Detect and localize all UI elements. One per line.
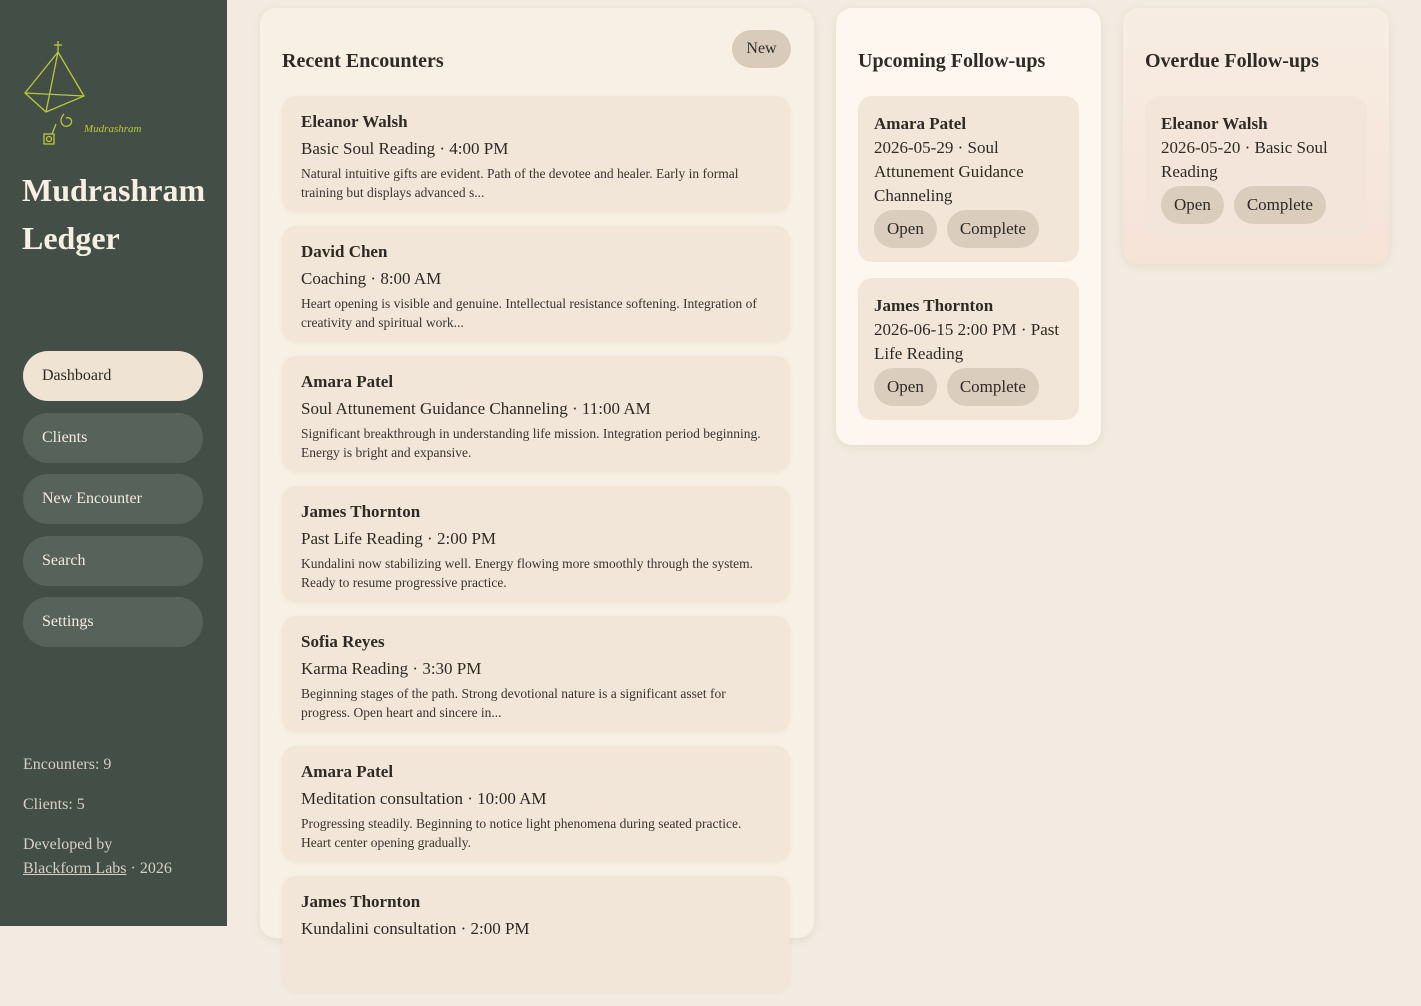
followup-card: [1145, 96, 1367, 238]
app-title: Mudrashram Ledger: [22, 172, 206, 256]
encounter-note: Heart opening is visible and genuine. Intellectual resistance softening. Integration of creativity and spiritual work...: [301, 296, 757, 330]
encounter-client-name: Sofia Reyes: [301, 632, 385, 651]
credit-line: [23, 857, 223, 881]
clients-count: Clients: 5: [23, 796, 85, 813]
encounter-note: Significant breakthrough in understanding life mission. Integration period beginning. Energy is bright and expansive.: [301, 426, 761, 460]
credit-year: · 2026: [126, 860, 172, 877]
sidebar: [0, 0, 227, 926]
encounter-client-name: David Chen: [301, 242, 388, 261]
recent-encounters-title: Recent Encounters: [282, 50, 444, 72]
open-button[interactable]: Open: [1161, 186, 1224, 224]
nav-dashboard[interactable]: Dashboard: [23, 351, 203, 401]
developed-by-label: Developed by: [23, 836, 113, 853]
encounter-card[interactable]: [282, 356, 790, 472]
encounter-list: [282, 96, 790, 1006]
nav-new-encounter[interactable]: New Encounter: [23, 474, 203, 524]
new-encounter-button[interactable]: New: [732, 30, 791, 68]
encounter-note: Progressing steadily. Beginning to notice light phenomena during seated practice. Heart center opening gradually.: [301, 816, 742, 850]
developer-link[interactable]: Blackform Labs: [23, 860, 127, 877]
encounter-type-time: Meditation consultation · 10:00 AM: [301, 789, 547, 808]
encounter-type-time: Kundalini consultation · 2:00 PM: [301, 919, 530, 938]
encounter-client-name: Eleanor Walsh: [301, 112, 408, 131]
encounter-card[interactable]: [282, 746, 790, 862]
complete-button[interactable]: Complete: [947, 210, 1039, 248]
open-button[interactable]: Open: [874, 368, 937, 406]
encounter-note: Natural intuitive gifts are evident. Path of the devotee and healer. Early in formal training but displays advanced s...: [301, 166, 739, 200]
encounter-type-time: Basic Soul Reading · 4:00 PM: [301, 139, 509, 158]
upcoming-followup-list: [858, 96, 1079, 436]
encounter-client-name: Amara Patel: [301, 372, 394, 391]
followup-actions: [1161, 186, 1351, 238]
encounter-type-time: Coaching · 8:00 AM: [301, 269, 442, 288]
encounter-type-time: Past Life Reading · 2:00 PM: [301, 529, 497, 548]
encounters-count: Encounters: 9: [23, 756, 112, 773]
sidebar-nav: [23, 351, 203, 659]
nav-clients[interactable]: Clients: [23, 413, 203, 463]
overdue-followups-title: Overdue Follow-ups: [1145, 50, 1319, 72]
encounter-card[interactable]: [282, 616, 790, 732]
followup-client-name: James Thornton: [874, 296, 994, 315]
overdue-followup-list: [1145, 96, 1367, 254]
recent-encounters-panel: [260, 8, 814, 938]
followup-detail: 2026-05-29 · Soul Attunement Guidance Channeling: [874, 138, 1024, 205]
followup-client-name: Amara Patel: [874, 114, 967, 133]
encounter-note: Beginning stages of the path. Strong devotional nature is a significant asset for progress. Open heart and sincere in...: [301, 686, 726, 720]
mudrashram-logo-icon[interactable]: [22, 38, 174, 148]
overdue-followups-panel: [1123, 8, 1389, 264]
followup-detail: 2026-06-15 2:00 PM · Past Life Reading: [874, 320, 1060, 363]
complete-button[interactable]: Complete: [947, 368, 1039, 406]
upcoming-followups-title: Upcoming Follow-ups: [858, 50, 1046, 72]
followup-card: [858, 96, 1079, 262]
encounter-client-name: Amara Patel: [301, 762, 394, 781]
encounter-client-name: James Thornton: [301, 502, 421, 521]
followup-detail: 2026-05-20 · Basic Soul Reading: [1161, 138, 1328, 181]
complete-button[interactable]: Complete: [1234, 186, 1326, 224]
encounter-type-time: Soul Attunement Guidance Channeling · 11:00 AM: [301, 399, 651, 418]
encounter-card[interactable]: [282, 486, 790, 602]
encounter-card[interactable]: [282, 226, 790, 342]
open-button[interactable]: Open: [874, 210, 937, 248]
followup-card: [858, 278, 1079, 420]
encounter-note: Kundalini now stabilizing well. Energy flowing more smoothly through the system. Ready to resume progressive practice.: [301, 556, 753, 590]
logo-text: Mudrashram: [84, 123, 142, 135]
followup-actions: [874, 368, 1063, 420]
encounter-card[interactable]: [282, 876, 790, 992]
nav-settings[interactable]: Settings: [23, 597, 203, 647]
encounter-client-name: James Thornton: [301, 892, 421, 911]
sidebar-stats: [23, 753, 223, 881]
encounter-card[interactable]: [282, 96, 790, 212]
nav-search[interactable]: Search: [23, 536, 203, 586]
followup-client-name: Eleanor Walsh: [1161, 114, 1268, 133]
followup-actions: [874, 210, 1063, 262]
encounter-type-time: Karma Reading · 3:30 PM: [301, 659, 482, 678]
upcoming-followups-panel: [836, 8, 1101, 445]
